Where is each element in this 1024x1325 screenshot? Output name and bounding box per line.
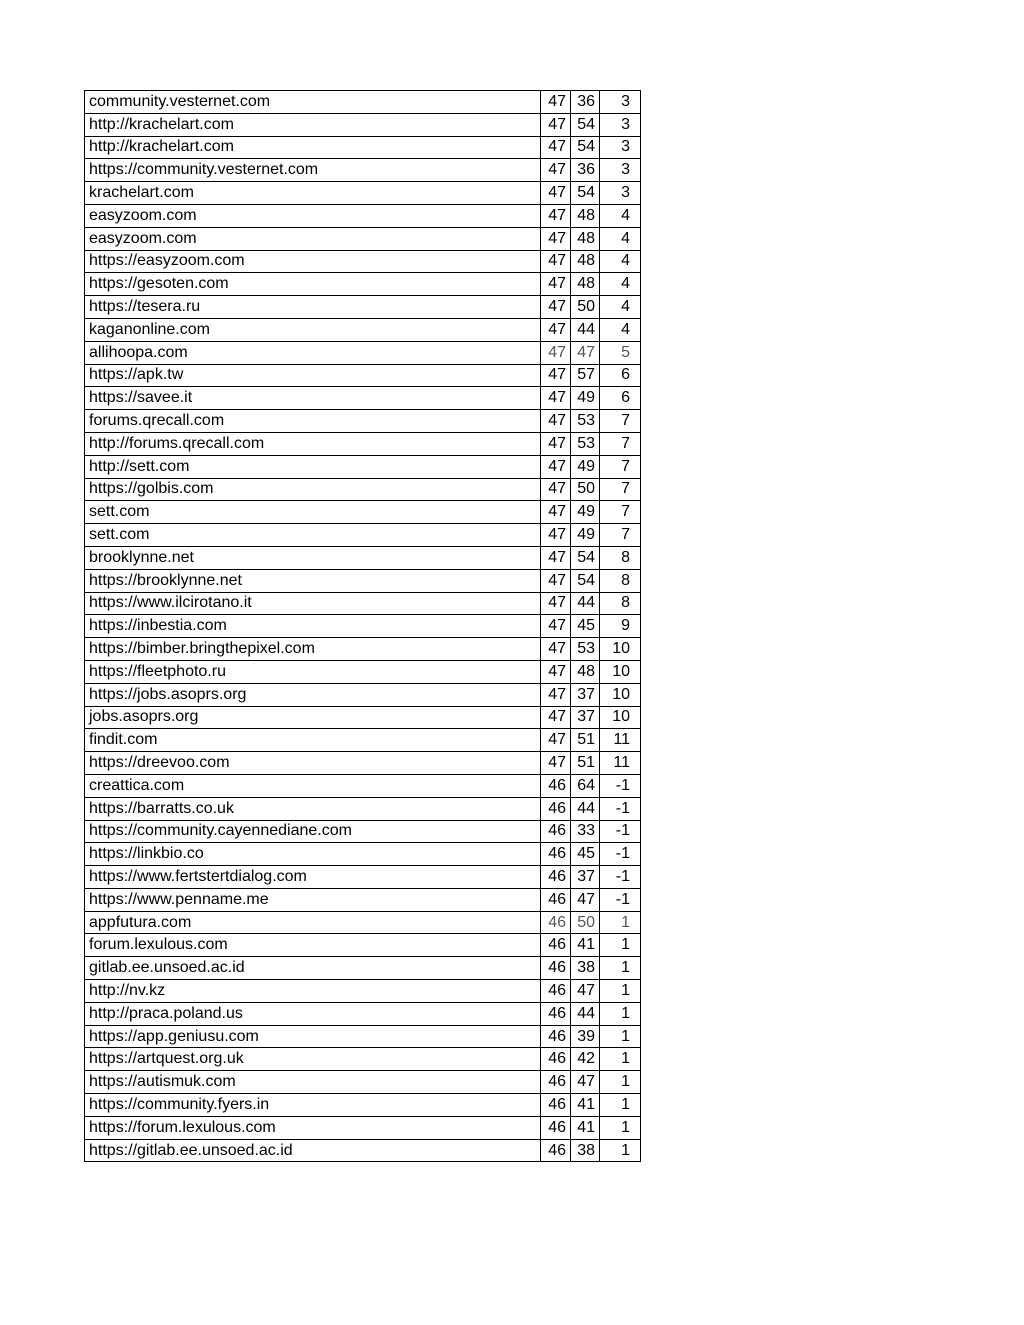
value-b-cell: 44 xyxy=(571,592,600,615)
value-c-cell: 4 xyxy=(600,204,641,227)
value-a-cell: 46 xyxy=(541,934,571,957)
value-c-cell: -1 xyxy=(600,774,641,797)
value-c-cell: 11 xyxy=(600,729,641,752)
site-cell: allihoopa.com xyxy=(85,341,541,364)
table-row xyxy=(85,524,641,547)
value-a-cell: 47 xyxy=(541,364,571,387)
site-cell: https://golbis.com xyxy=(85,478,541,501)
site-cell: https://autismuk.com xyxy=(85,1071,541,1094)
data-table xyxy=(84,90,641,1162)
site-cell: brooklynne.net xyxy=(85,546,541,569)
value-c-cell: 4 xyxy=(600,296,641,319)
value-b-cell: 41 xyxy=(571,1116,600,1139)
value-a-cell: 46 xyxy=(541,888,571,911)
site-cell: https://savee.it xyxy=(85,387,541,410)
value-b-cell: 53 xyxy=(571,410,600,433)
value-c-cell: 8 xyxy=(600,569,641,592)
value-b-cell: 36 xyxy=(571,159,600,182)
value-b-cell: 57 xyxy=(571,364,600,387)
site-cell: https://linkbio.co xyxy=(85,843,541,866)
table-row xyxy=(85,1116,641,1139)
value-b-cell: 41 xyxy=(571,934,600,957)
site-cell: forum.lexulous.com xyxy=(85,934,541,957)
site-cell: https://app.geniusu.com xyxy=(85,1025,541,1048)
value-c-cell: 10 xyxy=(600,638,641,661)
value-c-cell: -1 xyxy=(600,820,641,843)
value-c-cell: 10 xyxy=(600,706,641,729)
table-row xyxy=(85,113,641,136)
site-cell: creattica.com xyxy=(85,774,541,797)
table-row xyxy=(85,318,641,341)
table-row xyxy=(85,660,641,683)
value-c-cell: 9 xyxy=(600,615,641,638)
value-c-cell: 1 xyxy=(600,1116,641,1139)
table-row xyxy=(85,455,641,478)
value-b-cell: 50 xyxy=(571,478,600,501)
value-a-cell: 46 xyxy=(541,843,571,866)
value-b-cell: 47 xyxy=(571,341,600,364)
value-b-cell: 54 xyxy=(571,182,600,205)
value-a-cell: 47 xyxy=(541,592,571,615)
table-row xyxy=(85,1094,641,1117)
site-cell: https://www.penname.me xyxy=(85,888,541,911)
value-a-cell: 47 xyxy=(541,296,571,319)
value-c-cell: 7 xyxy=(600,478,641,501)
value-a-cell: 47 xyxy=(541,615,571,638)
value-b-cell: 44 xyxy=(571,318,600,341)
table-row xyxy=(85,729,641,752)
value-a-cell: 47 xyxy=(541,638,571,661)
value-a-cell: 46 xyxy=(541,957,571,980)
value-b-cell: 49 xyxy=(571,501,600,524)
value-a-cell: 47 xyxy=(541,159,571,182)
value-b-cell: 49 xyxy=(571,387,600,410)
value-b-cell: 48 xyxy=(571,227,600,250)
table-row xyxy=(85,911,641,934)
value-c-cell: 3 xyxy=(600,182,641,205)
table-row xyxy=(85,136,641,159)
site-cell: forums.qrecall.com xyxy=(85,410,541,433)
value-a-cell: 47 xyxy=(541,318,571,341)
table-row xyxy=(85,592,641,615)
site-cell: gitlab.ee.unsoed.ac.id xyxy=(85,957,541,980)
table-row xyxy=(85,546,641,569)
value-a-cell: 47 xyxy=(541,660,571,683)
value-b-cell: 37 xyxy=(571,706,600,729)
value-a-cell: 47 xyxy=(541,204,571,227)
value-c-cell: 1 xyxy=(600,934,641,957)
value-c-cell: 1 xyxy=(600,1025,641,1048)
value-a-cell: 47 xyxy=(541,341,571,364)
value-b-cell: 54 xyxy=(571,546,600,569)
table-row xyxy=(85,91,641,114)
value-b-cell: 41 xyxy=(571,1094,600,1117)
table-row xyxy=(85,752,641,775)
value-b-cell: 48 xyxy=(571,273,600,296)
value-c-cell: -1 xyxy=(600,797,641,820)
table-row xyxy=(85,341,641,364)
site-cell: https://barratts.co.uk xyxy=(85,797,541,820)
value-c-cell: 3 xyxy=(600,91,641,114)
value-a-cell: 47 xyxy=(541,432,571,455)
table-row xyxy=(85,501,641,524)
table-row xyxy=(85,1048,641,1071)
site-cell: https://forum.lexulous.com xyxy=(85,1116,541,1139)
table-row xyxy=(85,706,641,729)
site-cell: jobs.asoprs.org xyxy=(85,706,541,729)
value-c-cell: 7 xyxy=(600,455,641,478)
value-c-cell: 3 xyxy=(600,159,641,182)
site-cell: https://community.cayennediane.com xyxy=(85,820,541,843)
value-c-cell: 1 xyxy=(600,1094,641,1117)
value-a-cell: 46 xyxy=(541,1071,571,1094)
value-c-cell: 10 xyxy=(600,683,641,706)
value-a-cell: 47 xyxy=(541,752,571,775)
table-row xyxy=(85,478,641,501)
value-a-cell: 47 xyxy=(541,182,571,205)
value-c-cell: 7 xyxy=(600,524,641,547)
value-b-cell: 51 xyxy=(571,752,600,775)
value-b-cell: 37 xyxy=(571,683,600,706)
site-cell: https://inbestia.com xyxy=(85,615,541,638)
value-b-cell: 36 xyxy=(571,91,600,114)
value-a-cell: 47 xyxy=(541,524,571,547)
value-b-cell: 37 xyxy=(571,866,600,889)
value-b-cell: 53 xyxy=(571,432,600,455)
value-a-cell: 46 xyxy=(541,1048,571,1071)
site-cell: http://krachelart.com xyxy=(85,136,541,159)
value-b-cell: 47 xyxy=(571,1071,600,1094)
table-row xyxy=(85,888,641,911)
site-cell: https://gitlab.ee.unsoed.ac.id xyxy=(85,1139,541,1162)
site-cell: sett.com xyxy=(85,524,541,547)
value-c-cell: 7 xyxy=(600,410,641,433)
value-c-cell: 7 xyxy=(600,432,641,455)
value-a-cell: 46 xyxy=(541,1002,571,1025)
table-row xyxy=(85,1139,641,1162)
value-a-cell: 47 xyxy=(541,546,571,569)
value-a-cell: 47 xyxy=(541,455,571,478)
table-row xyxy=(85,387,641,410)
value-a-cell: 47 xyxy=(541,113,571,136)
value-c-cell: 6 xyxy=(600,387,641,410)
site-cell: community.vesternet.com xyxy=(85,91,541,114)
value-c-cell: 5 xyxy=(600,341,641,364)
site-cell: https://easyzoom.com xyxy=(85,250,541,273)
value-c-cell: -1 xyxy=(600,888,641,911)
site-cell: https://www.fertstertdialog.com xyxy=(85,866,541,889)
site-cell: https://brooklynne.net xyxy=(85,569,541,592)
value-a-cell: 47 xyxy=(541,410,571,433)
site-cell: https://www.ilcirotano.it xyxy=(85,592,541,615)
site-cell: krachelart.com xyxy=(85,182,541,205)
table-row xyxy=(85,204,641,227)
value-a-cell: 47 xyxy=(541,227,571,250)
value-c-cell: 7 xyxy=(600,501,641,524)
value-a-cell: 46 xyxy=(541,1094,571,1117)
site-cell: https://artquest.org.uk xyxy=(85,1048,541,1071)
value-a-cell: 47 xyxy=(541,729,571,752)
site-cell: http://nv.kz xyxy=(85,980,541,1003)
table-body xyxy=(85,91,641,1162)
value-c-cell: 3 xyxy=(600,113,641,136)
value-c-cell: 8 xyxy=(600,546,641,569)
value-b-cell: 45 xyxy=(571,843,600,866)
value-b-cell: 54 xyxy=(571,569,600,592)
value-c-cell: 3 xyxy=(600,136,641,159)
site-cell: sett.com xyxy=(85,501,541,524)
value-a-cell: 47 xyxy=(541,91,571,114)
value-a-cell: 47 xyxy=(541,706,571,729)
value-a-cell: 46 xyxy=(541,1139,571,1162)
table-row xyxy=(85,1071,641,1094)
value-a-cell: 47 xyxy=(541,273,571,296)
value-c-cell: 11 xyxy=(600,752,641,775)
value-c-cell: 1 xyxy=(600,1071,641,1094)
site-cell: appfutura.com xyxy=(85,911,541,934)
value-b-cell: 47 xyxy=(571,980,600,1003)
value-a-cell: 47 xyxy=(541,569,571,592)
site-cell: https://community.vesternet.com xyxy=(85,159,541,182)
value-c-cell: 4 xyxy=(600,250,641,273)
value-a-cell: 46 xyxy=(541,774,571,797)
site-cell: http://forums.qrecall.com xyxy=(85,432,541,455)
value-b-cell: 53 xyxy=(571,638,600,661)
table-row xyxy=(85,638,641,661)
site-cell: findit.com xyxy=(85,729,541,752)
table-row xyxy=(85,569,641,592)
site-cell: https://dreevoo.com xyxy=(85,752,541,775)
table-row xyxy=(85,615,641,638)
value-a-cell: 47 xyxy=(541,136,571,159)
value-b-cell: 54 xyxy=(571,136,600,159)
site-cell: https://jobs.asoprs.org xyxy=(85,683,541,706)
table-row xyxy=(85,683,641,706)
value-b-cell: 47 xyxy=(571,888,600,911)
site-cell: easyzoom.com xyxy=(85,204,541,227)
value-b-cell: 50 xyxy=(571,296,600,319)
value-b-cell: 44 xyxy=(571,797,600,820)
value-b-cell: 39 xyxy=(571,1025,600,1048)
value-a-cell: 46 xyxy=(541,866,571,889)
site-cell: http://sett.com xyxy=(85,455,541,478)
site-cell: https://fleetphoto.ru xyxy=(85,660,541,683)
value-c-cell: 1 xyxy=(600,957,641,980)
value-c-cell: 10 xyxy=(600,660,641,683)
value-a-cell: 46 xyxy=(541,911,571,934)
value-b-cell: 33 xyxy=(571,820,600,843)
site-cell: http://krachelart.com xyxy=(85,113,541,136)
table-row xyxy=(85,296,641,319)
table-row xyxy=(85,957,641,980)
value-b-cell: 48 xyxy=(571,250,600,273)
site-cell: easyzoom.com xyxy=(85,227,541,250)
site-cell: https://gesoten.com xyxy=(85,273,541,296)
site-cell: https://community.fyers.in xyxy=(85,1094,541,1117)
value-c-cell: 6 xyxy=(600,364,641,387)
value-a-cell: 47 xyxy=(541,683,571,706)
table-row xyxy=(85,934,641,957)
value-a-cell: 46 xyxy=(541,797,571,820)
table-row xyxy=(85,866,641,889)
value-c-cell: 8 xyxy=(600,592,641,615)
table-row xyxy=(85,364,641,387)
value-c-cell: -1 xyxy=(600,866,641,889)
value-c-cell: 1 xyxy=(600,1139,641,1162)
value-b-cell: 48 xyxy=(571,660,600,683)
value-b-cell: 64 xyxy=(571,774,600,797)
value-c-cell: 4 xyxy=(600,227,641,250)
value-b-cell: 49 xyxy=(571,455,600,478)
table-row xyxy=(85,1025,641,1048)
table-row xyxy=(85,774,641,797)
table-row xyxy=(85,250,641,273)
value-b-cell: 45 xyxy=(571,615,600,638)
table-row xyxy=(85,432,641,455)
table-row xyxy=(85,1002,641,1025)
table-row xyxy=(85,273,641,296)
site-cell: kaganonline.com xyxy=(85,318,541,341)
table-row xyxy=(85,410,641,433)
value-b-cell: 44 xyxy=(571,1002,600,1025)
value-c-cell: 1 xyxy=(600,980,641,1003)
value-a-cell: 47 xyxy=(541,501,571,524)
value-c-cell: 4 xyxy=(600,273,641,296)
value-b-cell: 38 xyxy=(571,1139,600,1162)
value-a-cell: 47 xyxy=(541,250,571,273)
value-c-cell: -1 xyxy=(600,843,641,866)
table-row xyxy=(85,182,641,205)
site-cell: http://praca.poland.us xyxy=(85,1002,541,1025)
value-a-cell: 46 xyxy=(541,1025,571,1048)
value-c-cell: 1 xyxy=(600,1002,641,1025)
site-cell: https://apk.tw xyxy=(85,364,541,387)
value-a-cell: 46 xyxy=(541,820,571,843)
site-cell: https://tesera.ru xyxy=(85,296,541,319)
value-a-cell: 47 xyxy=(541,387,571,410)
table-row xyxy=(85,820,641,843)
value-b-cell: 54 xyxy=(571,113,600,136)
value-b-cell: 38 xyxy=(571,957,600,980)
value-b-cell: 50 xyxy=(571,911,600,934)
value-b-cell: 49 xyxy=(571,524,600,547)
value-a-cell: 46 xyxy=(541,980,571,1003)
site-cell: https://bimber.bringthepixel.com xyxy=(85,638,541,661)
table-row xyxy=(85,159,641,182)
table-row xyxy=(85,227,641,250)
value-a-cell: 47 xyxy=(541,478,571,501)
value-c-cell: 4 xyxy=(600,318,641,341)
value-b-cell: 48 xyxy=(571,204,600,227)
value-b-cell: 42 xyxy=(571,1048,600,1071)
value-c-cell: 1 xyxy=(600,911,641,934)
value-a-cell: 46 xyxy=(541,1116,571,1139)
value-c-cell: 1 xyxy=(600,1048,641,1071)
value-b-cell: 51 xyxy=(571,729,600,752)
table-row xyxy=(85,797,641,820)
table-row xyxy=(85,843,641,866)
table-row xyxy=(85,980,641,1003)
